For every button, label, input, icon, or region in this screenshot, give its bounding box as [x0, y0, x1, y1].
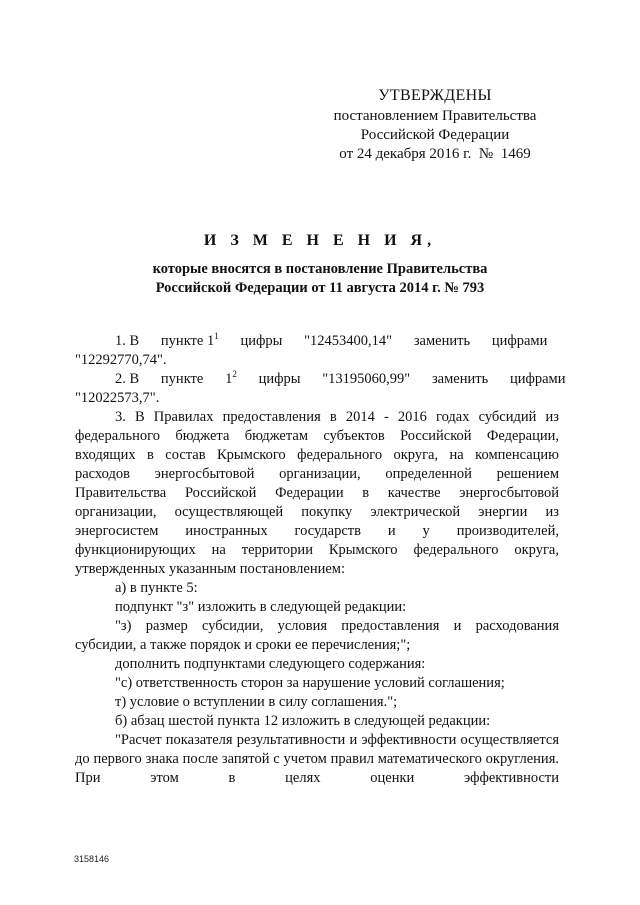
document-code: 3158146 [74, 854, 110, 864]
heading-subtitle-line-1: которые вносятся в постановление Правительства [152, 261, 488, 277]
document-body [75, 331, 566, 788]
subitem-s: "с) ответственность сторон за нарушение условий соглашения; [115, 675, 505, 691]
approval-line-2: Российской Федерации [360, 127, 510, 143]
approval-stamp [300, 86, 570, 164]
subitem-z: "з) размер субсидии, условия предоставления и расходования субсидии, а также порядок и сроки ее перечисления;"; [75, 618, 559, 653]
approval-title: УТВЕРЖДЕНЫ [378, 87, 492, 104]
item-2-prefix: 2. В пункте 1 [115, 371, 233, 387]
heading-title: И З М Е Н Е Н И Я, [203, 232, 437, 249]
document-heading [70, 232, 570, 298]
item-2-sup: 2 [232, 369, 237, 380]
subitem-b: б) абзац шестой пункта 12 изложить в следующей редакции: [115, 713, 491, 729]
item-1 [75, 332, 559, 351]
approval-line-1: постановлением Правительства [333, 108, 537, 124]
heading-subtitle-line-2: Российской Федерации от 11 августа 2014 г. № 793 [155, 280, 485, 296]
item-2 [75, 369, 566, 389]
item-1-continuation: "12292770,74". [75, 352, 167, 368]
calculation-paragraph: "Расчет показателя результативности и эффективности осуществляется до первого знака после запятой с учетом правил математического округления. При этом в целях оценки эффективности [75, 732, 559, 786]
item-1-sup: 1 [214, 331, 219, 342]
item-1-rest: цифры "12453400,14" заменить цифрами [218, 333, 548, 349]
item-2-continuation: "12022573,7". [75, 390, 160, 406]
item-3: 3. В Правилах предоставления в 2014 - 2016 годах субсидий из федерального бюджета бюджетам субъектов Российской Федерации, входящих в состав Крымского федерального округа, на компенсацию расходов энергосбытовой организации, определенной решением Правительства Российской Федерации в качестве энергосбытовой организации, осуществляющей покупку электрической энергии из энергосистем иностранных государств и у производителей, функционирующих на территории Крымского федерального округа, утвержденных указанным постановлением: [75, 409, 559, 577]
item-1-prefix: 1. В пункте 1 [115, 333, 215, 349]
subitem-t: т) условие о вступлении в силу соглашения."; [115, 694, 398, 710]
subitem-a-text: подпункт "з" изложить в следующей редакции: [115, 599, 407, 615]
add-subitems-text: дополнить подпунктами следующего содержания: [115, 656, 426, 672]
item-2-rest: цифры "13195060,99" заменить цифрами [236, 371, 566, 387]
approval-date: от 24 декабря 2016 г. № 1469 [339, 146, 531, 162]
subitem-a: а) в пункте 5: [115, 580, 198, 596]
